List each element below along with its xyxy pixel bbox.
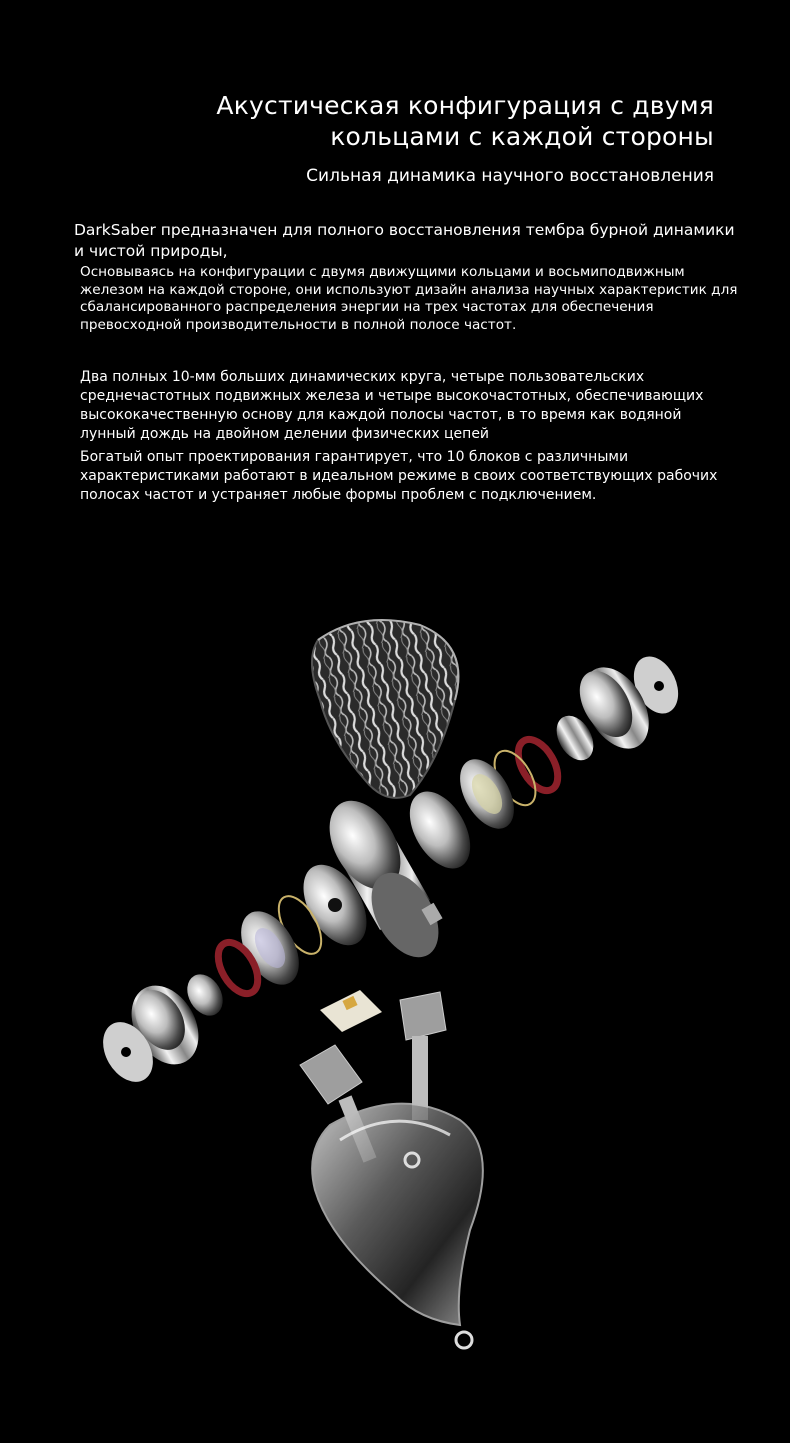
page-subtitle: Сильная динамика научного восстановления <box>306 166 714 186</box>
paragraph-configuration: Основываясь на конфигурации с двумя движущими кольцами и восьмиподвижным железом на каждой стороне, они используют дизайн анализа научных характеристик для сбалансированного распределения энергии на трех частотах для обеспечения превосходной производительности в полной полосе частот. <box>80 264 738 333</box>
crossover-board-icon <box>320 990 382 1032</box>
red-ring-icon <box>510 733 566 797</box>
page-title <box>154 90 714 152</box>
intro-text: DarkSaber предназначен для полного восстановления тембра бурной динамики и чистой природы, <box>74 221 735 260</box>
earphone-shell-icon <box>312 1104 483 1348</box>
faceplate-icon <box>312 620 458 798</box>
paragraph-drivers: Два полных 10-мм больших динамических круга, четыре пользовательских среднечастотных подвижных железа и четыре высокочастотных, обеспечивающих высококачественную основу для каждой полосы частот, в то время как водяной лунный дождь на двойном делении физических цепей <box>80 369 704 442</box>
title-line-2: кольцами с каждой стороны <box>330 122 714 151</box>
exploded-earphone-illustration <box>0 600 790 1443</box>
balanced-armature-icon <box>400 992 446 1120</box>
paragraph-design: Богатый опыт проектирования гарантирует, что 10 блоков с различными характеристиками работают в идеальном режиме в своих соответствующих рабочих полосах частот и устраняет любые формы проблем с подключением. <box>80 449 718 503</box>
title-line-1: Акустическая конфигурация с двумя <box>216 91 714 120</box>
